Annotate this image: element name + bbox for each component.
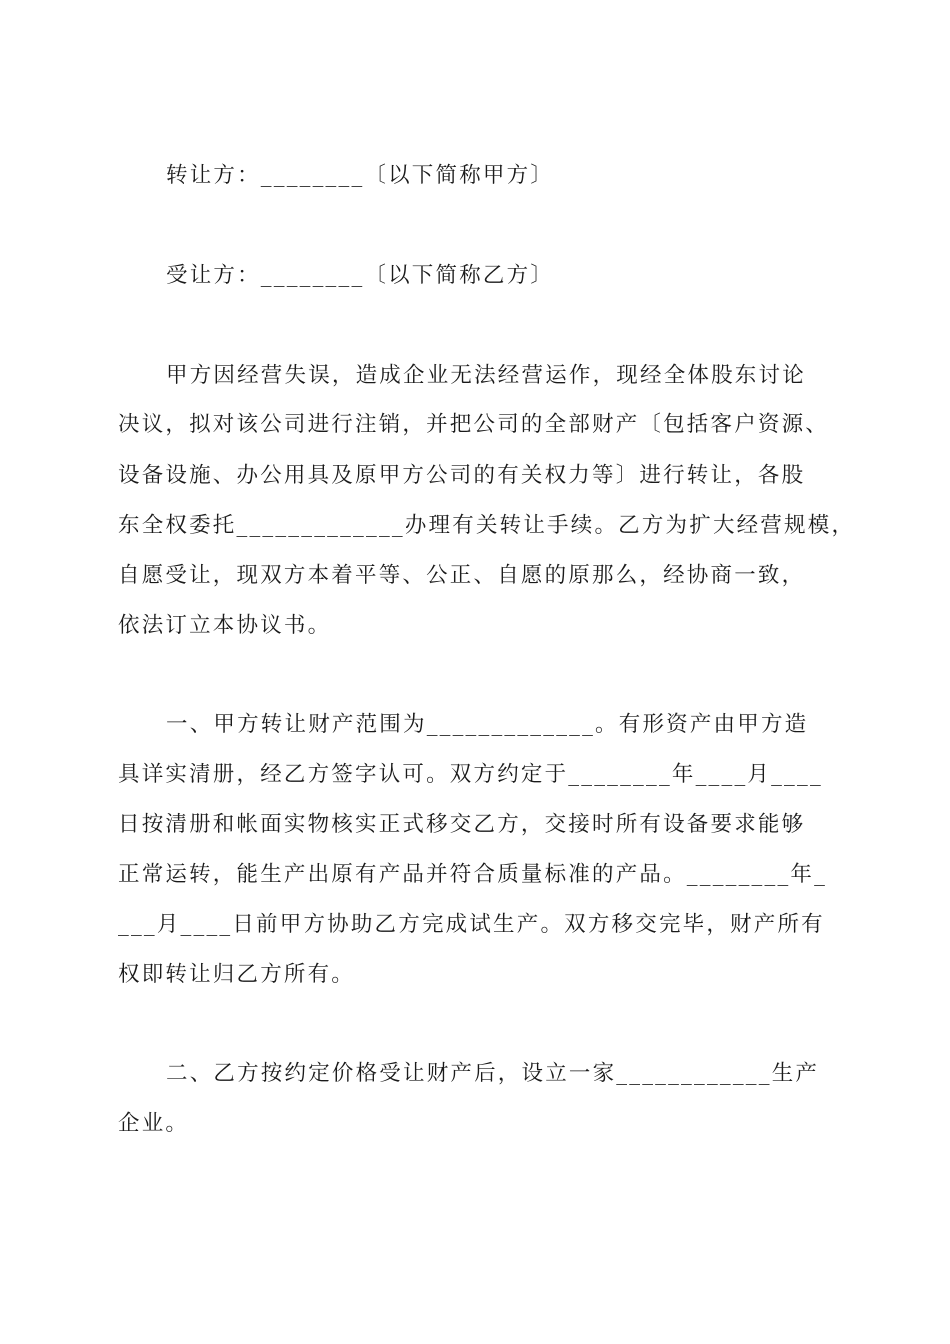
paragraph-line: 东全权委托_____________办理有关转让手续。乙方为扩大经营规模， xyxy=(118,513,856,538)
paragraph-line: 权即转让归乙方所有。 xyxy=(118,962,356,987)
paragraph-line: 企业。 xyxy=(118,1111,190,1136)
paragraph-line: ___月____日前甲方协助乙方完成试生产。双方移交完毕，财产所有 xyxy=(118,912,825,937)
paragraph-line: 决议，拟对该公司进行注销，并把公司的全部财产〔包括客户资源、 xyxy=(118,412,830,437)
paragraph-line: 具详实清册，经乙方签字认可。双方约定于________年____月____ xyxy=(118,762,823,787)
paragraph-line: 甲方因经营失误，造成企业无法经营运作，现经全体股东讨论 xyxy=(166,363,806,388)
paragraph-line: 二、乙方按约定价格受让财产后，设立一家____________生产 xyxy=(166,1061,820,1086)
paragraph-line: 自愿受让，现双方本着平等、公正、自愿的原那么，经协商一致， xyxy=(118,563,806,588)
paragraph-line: 日按清册和帐面实物核实正式移交乙方，交接时所有设备要求能够 xyxy=(118,812,806,837)
paragraph-line: 一、甲方转让财产范围为_____________。有形资产由甲方造 xyxy=(166,712,809,737)
transferor-line: 转让方：________〔以下简称甲方〕 xyxy=(166,163,555,188)
paragraph-line: 正常运转，能生产出原有产品并符合质量标准的产品。________年_ xyxy=(118,862,828,887)
transferee-line: 受让方：________〔以下简称乙方〕 xyxy=(166,263,555,288)
paragraph-line: 设备设施、办公用具及原甲方公司的有关权力等〕进行转让，各股 xyxy=(118,463,806,488)
paragraph-line: 依法订立本协议书。 xyxy=(118,613,332,638)
